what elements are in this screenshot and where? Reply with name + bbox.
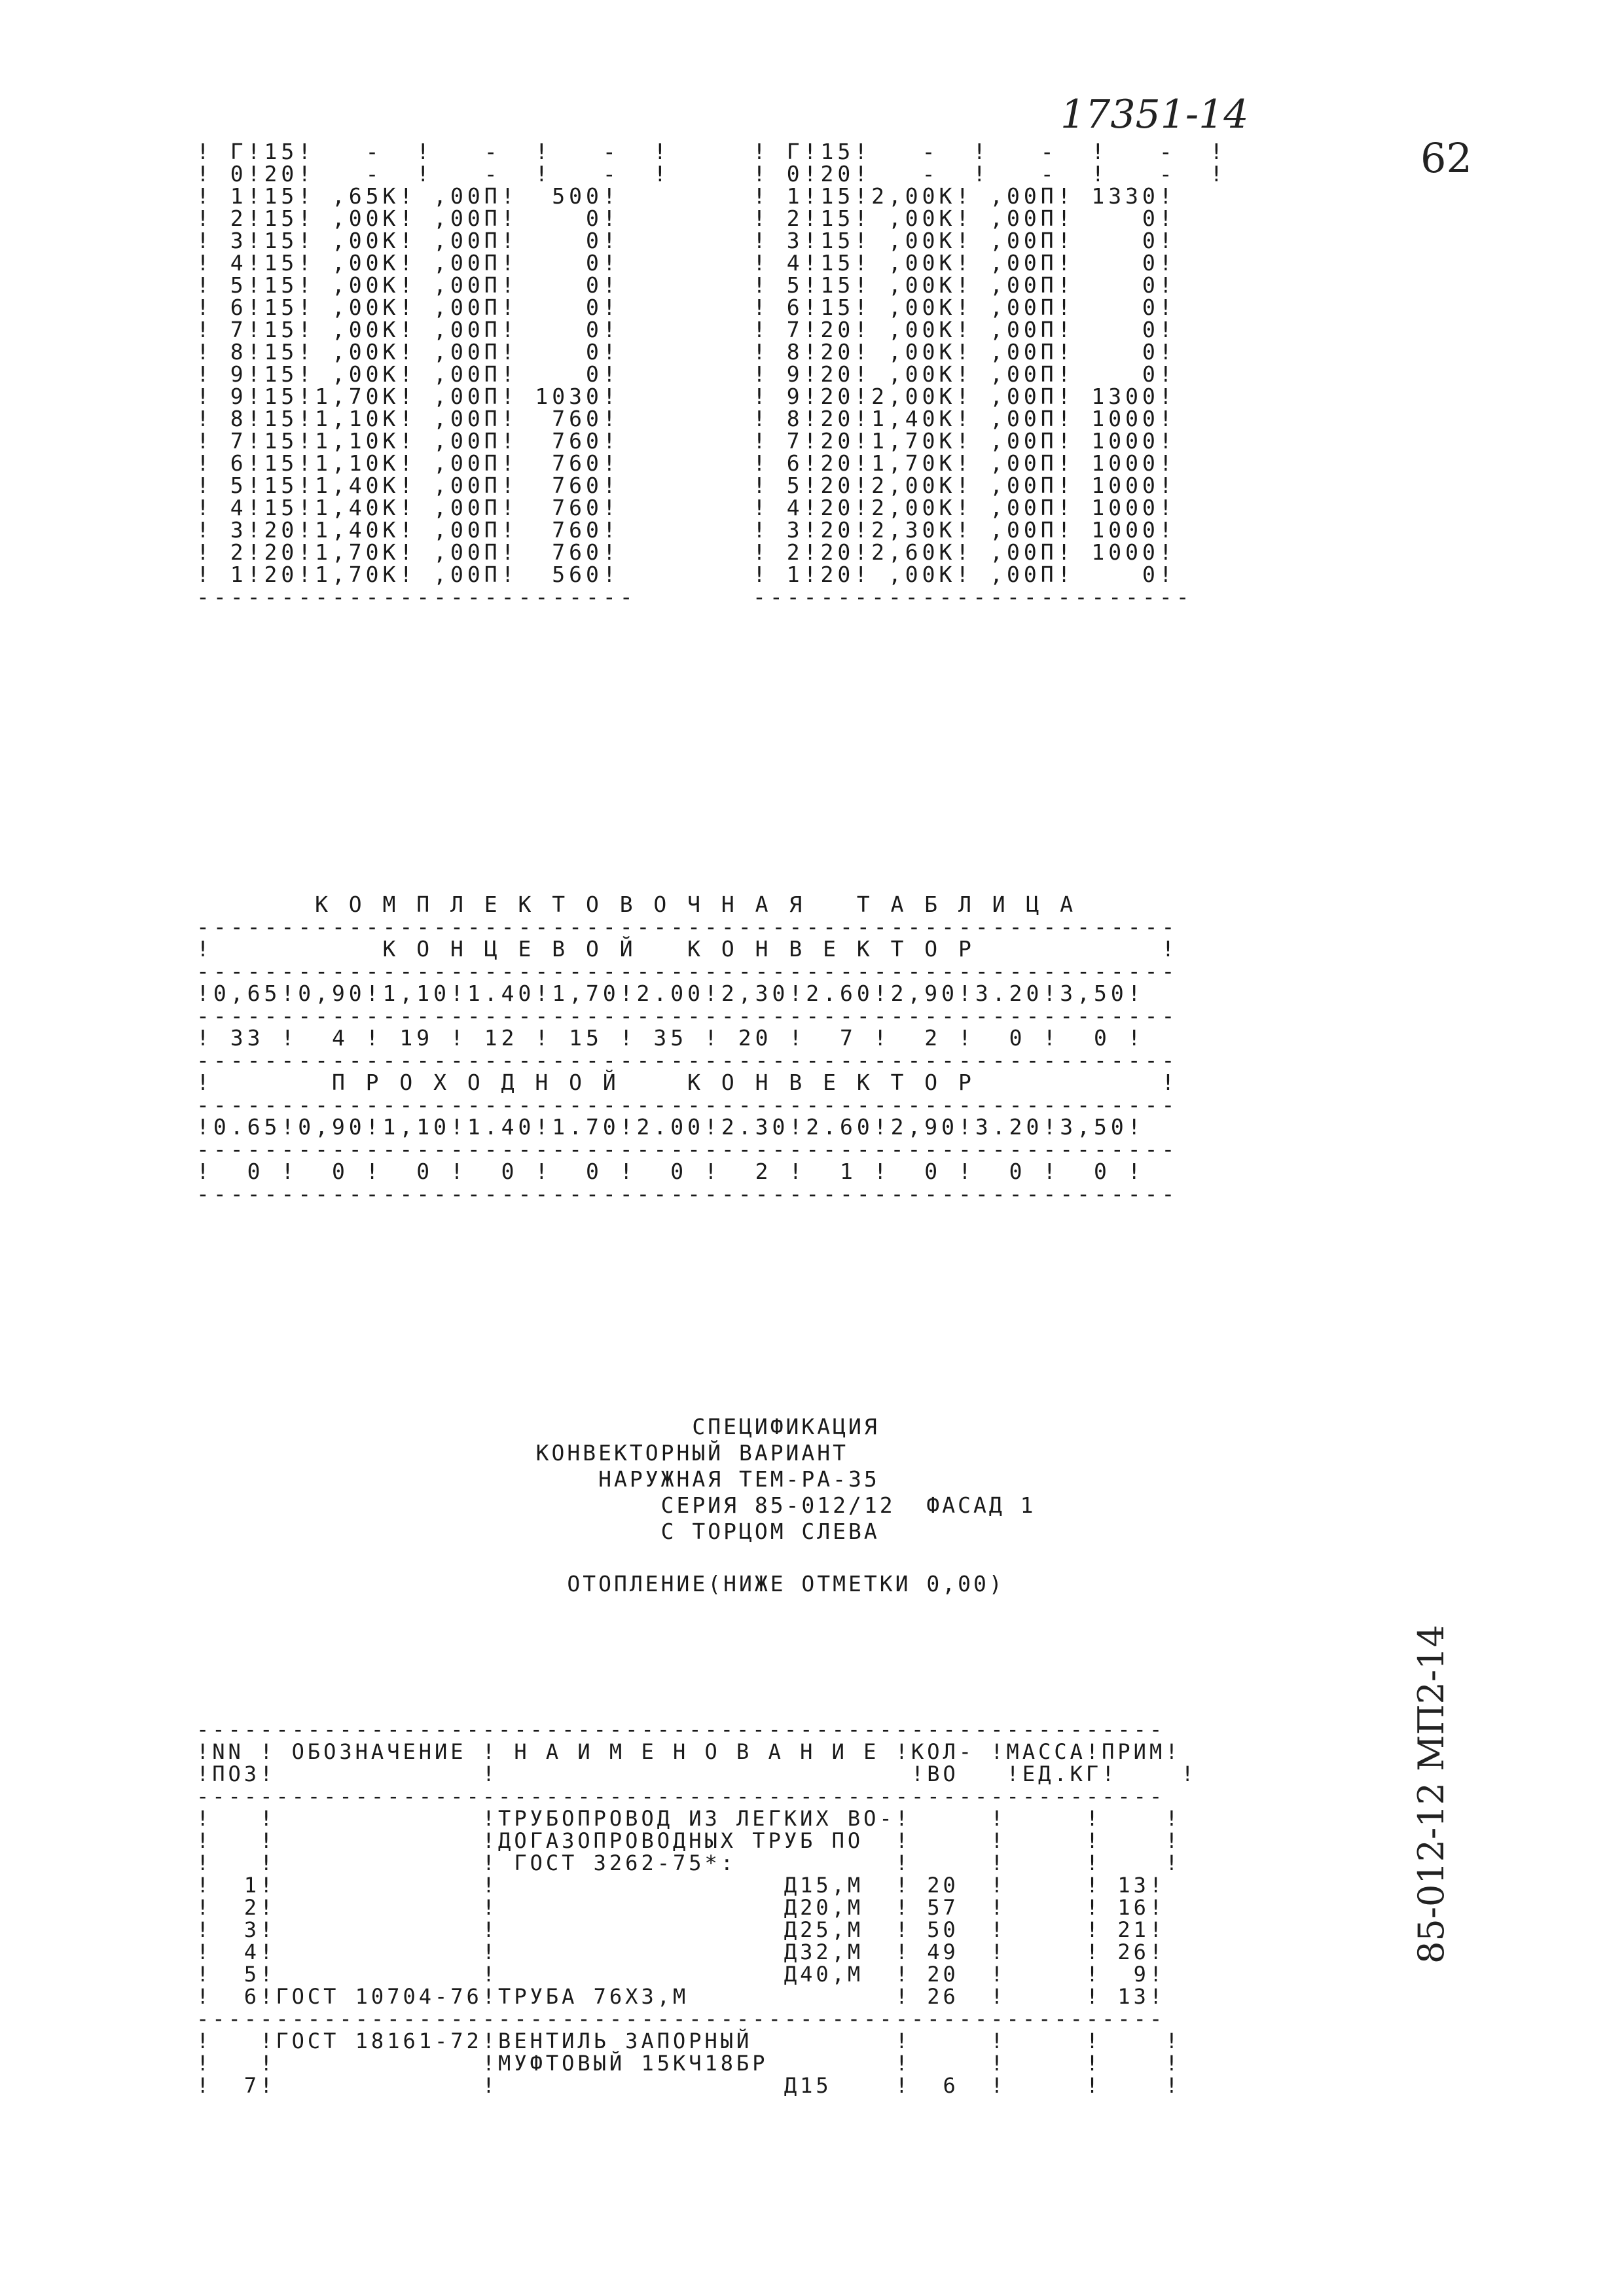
spec-table-row: ! 2! ! Д20,М ! 57 ! ! 16! [196, 1895, 1166, 1920]
left-block-row: ! 3!20!1,40К! ,00П! 760! [196, 517, 620, 543]
spec-header-line: С ТОРЦОМ СЛЕВА [380, 1519, 880, 1544]
komplekt-table-row: ---------------------------------------------------------- [196, 1181, 1179, 1206]
left-block-row: ! 2!20!1,70К! ,00П! 760! [196, 539, 620, 565]
right-block-row: ! 5!15! ,00К! ,00П! 0! [753, 272, 1176, 298]
right-block-row: ! 6!15! ,00К! ,00П! 0! [753, 295, 1176, 320]
komplekt-table-row: ! К О Н Ц Е В О Й К О Н В Е К Т О Р ! [196, 936, 1179, 962]
komplekt-table-row: ---------------------------------------------------------- [196, 1047, 1179, 1073]
spec-header-line: НАРУЖНАЯ ТЕМ-РА-35 [380, 1466, 880, 1492]
spec-table-row: ! 7! ! Д15 ! 6 ! ! ! [196, 2073, 1182, 2098]
right-block-row: ! 7!20! ,00К! ,00П! 0! [753, 317, 1176, 342]
right-block-row: ! 8!20!1,40К! ,00П! 1000! [753, 406, 1176, 431]
left-block-row: ! 6!15!1,10К! ,00П! 760! [196, 450, 620, 476]
spec-table-row: ------------------------------------------------------------- [196, 1717, 1166, 1742]
specification-header [380, 1414, 1036, 1597]
komplekt-table-row: !0.65!0,90!1,10!1.40!1.70!2.00!2.30!2.60!2,90!3.20!3,50! [196, 1114, 1145, 1140]
komplekt-table-row: ---------------------------------------------------------- [196, 958, 1179, 984]
spec-header-line: ОТОПЛЕНИЕ(НИЖЕ ОТМЕТКИ 0,00) [380, 1571, 1005, 1597]
left-block-row: ! 5!15! ,00К! ,00П! 0! [196, 272, 620, 298]
right-block-row: ! 7!20!1,70К! ,00П! 1000! [753, 428, 1176, 454]
left-block-row: -------------------------- [196, 584, 637, 609]
left-block-row: ! 1!20!1,70К! ,00П! 560! [196, 562, 620, 587]
spec-table-row: ------------------------------------------------------------- [196, 1784, 1166, 1809]
right-block-row: ! 9!20!2,00К! ,00П! 1300! [753, 384, 1176, 409]
right-block-row: ! Г!15! - ! - ! - ! [753, 139, 1227, 164]
left-block-row: ! 9!15!1,70К! ,00П! 1030! [196, 384, 620, 409]
spec-header-line [380, 1545, 1036, 1571]
right-block-row: ! 8!20! ,00К! ,00П! 0! [753, 339, 1176, 365]
right-block-row: ! 0!20! - ! - ! - ! [753, 161, 1227, 187]
spec-table-row: ! 3! ! Д25,М ! 50 ! ! 21! [196, 1917, 1166, 1942]
left-block-row: ! 4!15! ,00К! ,00П! 0! [196, 250, 620, 276]
right-block-row: ! 5!20!2,00К! ,00П! 1000! [753, 473, 1176, 498]
left-block-row: ! 1!15! ,65К! ,00П! 500! [196, 183, 620, 209]
side-stamp: 85-012-12 МП2-14 [1411, 1625, 1452, 1964]
spec-header-line: КОНВЕКТОРНЫЙ ВАРИАНТ [380, 1440, 849, 1466]
left-block-row: ! 3!15! ,00К! ,00П! 0! [196, 228, 620, 253]
spec-table-row: ! 6!ГОСТ 10704-76!ТРУБА 76Х3,М ! 26 ! ! 13! [196, 1984, 1166, 2009]
document-number: 17351-14 [1060, 92, 1249, 137]
right-block-row: ! 4!20!2,00К! ,00П! 1000! [753, 495, 1176, 520]
right-data-block [753, 141, 1227, 608]
right-block-row: ! 1!15!2,00К! ,00П! 1330! [753, 183, 1176, 209]
spec-table-row: ! !ГОСТ 18161-72!ВЕНТИЛЬ ЗАПОРНЫЙ ! ! ! ! [196, 2029, 1182, 2053]
spec-header-line: СПЕЦИФИКАЦИЯ [380, 1414, 880, 1439]
right-block-row: ! 3!15! ,00К! ,00П! 0! [753, 228, 1176, 253]
left-block-row: ! Г!15! - ! - ! - ! [196, 139, 671, 164]
spec-table-row: ! 1! ! Д15,М ! 20 ! ! 13! [196, 1873, 1166, 1898]
spec-table-row: ! 4! ! Д32,М ! 49 ! ! 26! [196, 1940, 1166, 1964]
right-block-row: ! 1!20! ,00К! ,00П! 0! [753, 562, 1176, 587]
spec-table-row: !NN ! ОБОЗНАЧЕНИЕ ! Н А И М Е Н О В А Н И Е !КОЛ- !МАССА!ПРИМ! [196, 1739, 1182, 1764]
left-data-block [196, 141, 670, 608]
komplekt-table-row: ! П Р О Х О Д Н О Й К О Н В Е К Т О Р ! [196, 1070, 1179, 1095]
right-block-row: ! 2!15! ,00К! ,00П! 0! [753, 206, 1176, 231]
left-block-row: ! 7!15!1,10К! ,00П! 760! [196, 428, 620, 454]
right-block-row: ! 6!20!1,70К! ,00П! 1000! [753, 450, 1176, 476]
komplekt-table-row: ! 33 ! 4 ! 19 ! 12 ! 15 ! 35 ! 20 ! 7 ! 2 ! 0 ! 0 ! [196, 1025, 1145, 1051]
spec-table-row: ! ! !ДОГАЗОПРОВОДНЫХ ТРУБ ПО ! ! ! ! [196, 1828, 1182, 1853]
komplekt-table-row: !0,65!0,90!1,10!1.40!1,70!2.00!2,30!2.60!2,90!3.20!3,50! [196, 981, 1145, 1006]
right-block-row: ! 4!15! ,00К! ,00П! 0! [753, 250, 1176, 276]
left-block-row: ! 0!20! - ! - ! - ! [196, 161, 671, 187]
right-block-row: -------------------------- [753, 584, 1193, 609]
left-block-row: ! 8!15! ,00К! ,00П! 0! [196, 339, 620, 365]
komplekt-table-row: ! 0 ! 0 ! 0 ! 0 ! 0 ! 0 ! 2 ! 1 ! 0 ! 0 ! 0 ! [196, 1159, 1145, 1184]
left-block-row: ! 2!15! ,00К! ,00П! 0! [196, 206, 620, 231]
left-block-row: ! 6!15! ,00К! ,00П! 0! [196, 295, 620, 320]
komplekt-table-row: К О М П Л Е К Т О В О Ч Н А Я Т А Б Л И Ц А [196, 892, 1077, 917]
komplekt-table-row: ---------------------------------------------------------- [196, 914, 1179, 939]
spec-table-row: ! ! !ТРУБОПРОВОД ИЗ ЛЕГКИХ ВО-! ! ! ! [196, 1806, 1182, 1831]
specification-table [196, 1718, 1197, 2097]
komplektovochnaya-table [196, 894, 1178, 1205]
komplekt-table-row: ---------------------------------------------------------- [196, 1136, 1179, 1162]
spec-table-row: ! ! !МУФТОВЫЙ 15КЧ18БР ! ! ! ! [196, 2051, 1182, 2076]
spec-table-row: ------------------------------------------------------------- [196, 2006, 1166, 2031]
left-block-row: ! 4!15!1,40К! ,00П! 760! [196, 495, 620, 520]
komplekt-table-row: ---------------------------------------------------------- [196, 1003, 1179, 1028]
right-block-row: ! 3!20!2,30К! ,00П! 1000! [753, 517, 1176, 543]
spec-table-row: !ПОЗ! ! !ВО !ЕД.КГ! ! [196, 1761, 1197, 1786]
spec-table-row: ! ! ! ГОСТ 3262-75*: ! ! ! ! [196, 1851, 1182, 1875]
right-block-row: ! 9!20! ,00К! ,00П! 0! [753, 361, 1176, 387]
left-block-row: ! 9!15! ,00К! ,00П! 0! [196, 361, 620, 387]
page-number: 62 [1420, 134, 1472, 182]
komplekt-table-row: ---------------------------------------------------------- [196, 1092, 1179, 1117]
right-block-row: ! 2!20!2,60К! ,00П! 1000! [753, 539, 1176, 565]
spec-header-line: СЕРИЯ 85-012/12 ФАСАД 1 [380, 1492, 1036, 1518]
spec-table-row: ! 5! ! Д40,М ! 20 ! ! 9! [196, 1962, 1166, 1987]
left-block-row: ! 5!15!1,40К! ,00П! 760! [196, 473, 620, 498]
left-block-row: ! 8!15!1,10К! ,00П! 760! [196, 406, 620, 431]
left-block-row: ! 7!15! ,00К! ,00П! 0! [196, 317, 620, 342]
